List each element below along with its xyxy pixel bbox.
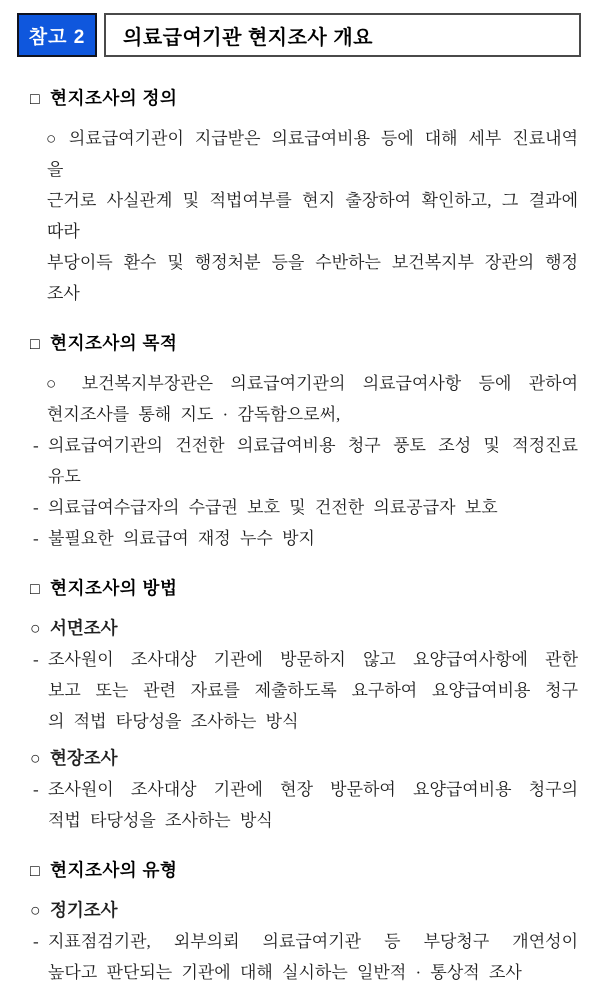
dash-item bbox=[0, 926, 600, 988]
text-line-content: 보건복지부장관은 의료급여기관의 의료급여사항 등에 관하여 bbox=[81, 374, 578, 393]
subheading-label: 정기조사 bbox=[49, 900, 118, 920]
dash-bullet-icon: - bbox=[33, 650, 39, 669]
circle-bullet-icon: ○ bbox=[30, 618, 41, 638]
dash-item bbox=[0, 644, 600, 737]
text-line bbox=[30, 895, 578, 926]
dash-item bbox=[0, 774, 600, 836]
text-line: 부당이득 환수 및 행정처분 등을 수반하는 보건복지부 장관의 행정조사 bbox=[47, 253, 578, 303]
text-line: 적법 타당성을 조사하는 방식 bbox=[48, 811, 273, 830]
text-line bbox=[33, 430, 578, 492]
dash-bullet-icon: - bbox=[33, 529, 39, 548]
section-heading bbox=[0, 85, 600, 113]
paragraph-item bbox=[0, 123, 600, 309]
dash-bullet-icon: - bbox=[33, 780, 39, 799]
text-line bbox=[33, 644, 578, 675]
subheading-item bbox=[0, 613, 600, 644]
reference-badge: 참고 2 bbox=[17, 13, 97, 57]
text-line bbox=[30, 743, 578, 774]
paragraph-item bbox=[0, 368, 600, 430]
subheading-label: 현장조사 bbox=[49, 748, 118, 768]
text-line bbox=[33, 523, 578, 554]
circle-bullet-icon: ○ bbox=[30, 748, 41, 768]
circle-bullet-icon: ○ bbox=[30, 900, 41, 920]
text-line: 근거로 사실관계 및 적법여부를 현지 출장하여 확인하고, 그 결과에 따라 bbox=[47, 191, 578, 241]
section-heading bbox=[0, 575, 600, 603]
circle-bullet-icon: ○ bbox=[46, 374, 65, 393]
text-line: 현지조사를 통해 지도 · 감독함으로써, bbox=[47, 405, 341, 424]
text-line bbox=[30, 613, 578, 644]
subheading-item bbox=[0, 895, 600, 926]
dash-item bbox=[0, 430, 600, 492]
dash-item bbox=[0, 523, 600, 554]
square-bullet-icon: □ bbox=[30, 863, 41, 880]
text-line-content: 의료급여수급자의 수급권 보호 및 건전한 의료공급자 보호 bbox=[48, 498, 498, 517]
section-types bbox=[0, 857, 600, 988]
text-line-content: 의료급여기관이 지급받은 의료급여비용 등에 대해 세부 진료내역을 bbox=[47, 129, 578, 179]
square-bullet-icon: □ bbox=[30, 336, 41, 353]
text-line-content: 조사원이 조사대상 기관에 현장 방문하여 요양급여비용 청구의 bbox=[48, 780, 578, 799]
text-line-content: 지표점검기관, 외부의뢰 의료급여기관 등 부당청구 개연성이 bbox=[48, 932, 578, 951]
square-bullet-icon: □ bbox=[30, 91, 41, 108]
subheading-item bbox=[0, 743, 600, 774]
title-box bbox=[104, 13, 581, 57]
document-header bbox=[17, 13, 581, 57]
dash-item bbox=[0, 492, 600, 523]
dash-bullet-icon: - bbox=[33, 436, 39, 455]
dash-bullet-icon: - bbox=[33, 932, 39, 951]
text-line: 의 적법 타당성을 조사하는 방식 bbox=[48, 712, 299, 731]
section-method bbox=[0, 575, 600, 836]
section-heading-label: 현지조사의 정의 bbox=[50, 88, 178, 108]
circle-bullet-icon: ○ bbox=[46, 129, 58, 148]
text-line: 보고 또는 관련 자료를 제출하도록 요구하여 요양급여비용 청구 bbox=[48, 681, 578, 700]
section-heading-label: 현지조사의 목적 bbox=[50, 333, 178, 353]
section-purpose bbox=[0, 330, 600, 554]
text-line bbox=[47, 368, 578, 399]
section-definition bbox=[0, 85, 600, 309]
page-title: 의료급여기관 현지조사 개요 bbox=[123, 26, 373, 49]
text-line-content: 조사원이 조사대상 기관에 방문하지 않고 요양급여사항에 관한 bbox=[48, 650, 578, 669]
text-line bbox=[33, 926, 578, 957]
section-heading-label: 현지조사의 방법 bbox=[50, 578, 178, 598]
text-line bbox=[47, 123, 578, 185]
text-line-content: 의료급여기관의 건전한 의료급여비용 청구 풍토 조성 및 적정진료 유도 bbox=[48, 436, 578, 486]
text-line: 높다고 판단되는 기관에 대해 실시하는 일반적 · 통상적 조사 bbox=[48, 963, 522, 982]
dash-bullet-icon: - bbox=[33, 498, 39, 517]
square-bullet-icon: □ bbox=[30, 581, 41, 598]
text-line bbox=[33, 774, 578, 805]
section-heading bbox=[0, 330, 600, 358]
section-heading bbox=[0, 857, 600, 885]
text-line-content: 불필요한 의료급여 재정 누수 방지 bbox=[48, 529, 315, 548]
subheading-label: 서면조사 bbox=[49, 618, 118, 638]
text-line bbox=[33, 492, 578, 523]
section-heading-label: 현지조사의 유형 bbox=[50, 860, 178, 880]
